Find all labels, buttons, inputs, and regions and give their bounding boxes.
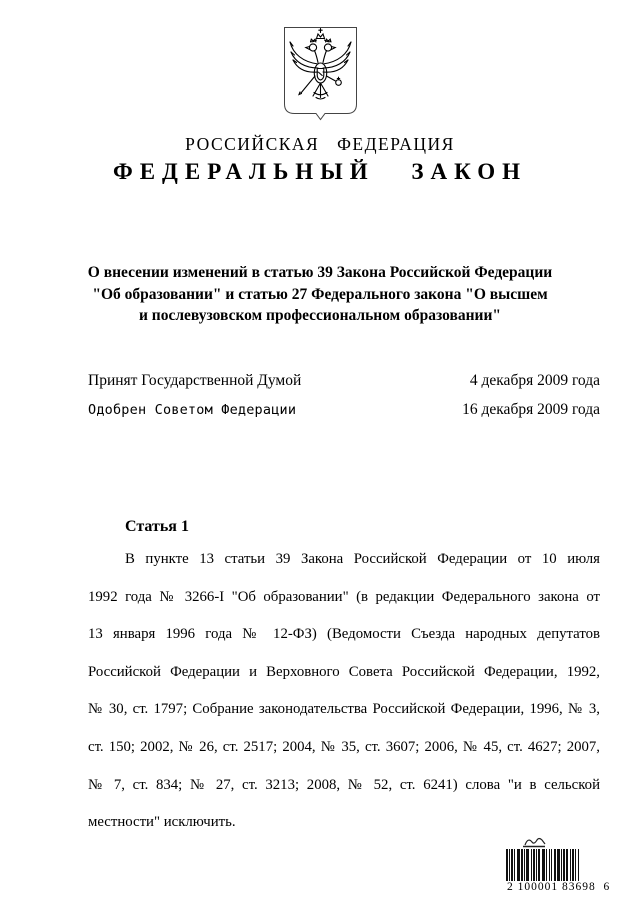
article-1-body — [88, 551, 600, 852]
body-line: местности" исключить. — [88, 814, 236, 831]
barcode-digits: 2 100001 83698 6 — [507, 881, 611, 893]
body-line: В пункте 13 статьи 39 Закона Российской Федерации от 10 июля — [125, 551, 600, 567]
adoption-block — [88, 372, 600, 419]
body-line: № 7, ст. 834; № 27, ст. 3213; 2008, № 52, ст. 6241) слова "и в сельской — [88, 776, 600, 793]
article-1-heading: Статья 1 — [125, 518, 189, 535]
stamp-mark-icon — [521, 833, 555, 849]
country-heading: РОССИЙСКАЯ ФЕДЕРАЦИЯ — [185, 134, 455, 154]
duma-adoption-label: Принят Государственной Думой — [88, 372, 302, 389]
law-title — [30, 262, 610, 327]
duma-adoption-row — [88, 372, 600, 390]
duma-adoption-date: 4 декабря 2009 года — [469, 372, 600, 389]
council-approval-date: 16 декабря 2009 года — [462, 401, 600, 418]
body-line: № 30, ст. 1797; Собрание законодательства Российской Федерации, 1996, № 3, — [88, 701, 600, 718]
body-line: 1992 года № 3266-I "Об образовании" (в редакции Федерального закона от — [88, 588, 600, 605]
document-type-heading: ФЕДЕРАЛЬНЫЙ ЗАКОН — [112, 159, 528, 184]
body-line: 13 января 1996 года № 12-ФЗ) (Ведомости Съезда народных депутатов — [88, 626, 600, 643]
body-line: ст. 150; 2002, № 26, ст. 2517; 2004, № 35, ст. 3607; 2006, № 45, ст. 4627; 2007, — [88, 738, 600, 755]
body-line: Российской Федерации и Верховного Совета Российской Федерации, 1992, — [88, 663, 600, 680]
council-approval-row — [88, 401, 600, 419]
registration-barcode — [505, 833, 611, 893]
law-title-line-1: О внесении изменений в статью 39 Закона Российской Федерации — [87, 264, 553, 281]
law-title-line-2: "Об образовании" и статью 27 Федерального закона "О высшем — [92, 285, 548, 303]
coat-of-arms-icon — [283, 26, 358, 121]
barcode-image — [505, 849, 597, 881]
law-title-line-3: и послевузовском профессиональном образовании" — [138, 307, 502, 324]
council-approval-label: Одобрен Советом Федерации — [88, 402, 297, 418]
